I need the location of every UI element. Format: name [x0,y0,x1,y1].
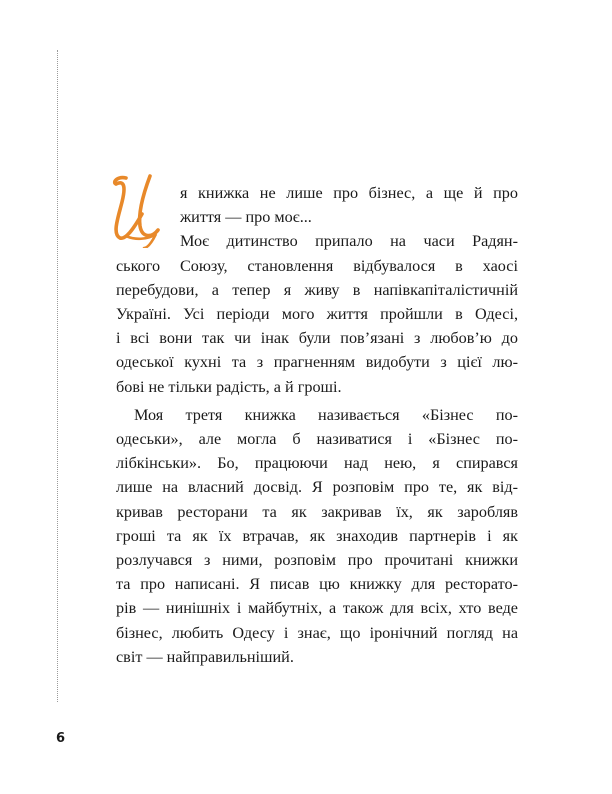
text-line: кривав ресторани та як закривав їх, як заробляв [116,502,518,521]
text-line: бізнес, любить Одесу і знає, що іронічний погляд на [116,623,518,642]
text-line: ського Союзу, становлення відбувалося в хаосі [116,256,518,275]
body-text [116,181,518,669]
text-line: життя — про моє... [180,208,312,227]
text-line: одеськи», але могла б називатися і «Бізнес по- [116,430,518,449]
text-line: гроші та як їх втрачав, як знаходив партнерів і як [116,526,518,545]
paragraph-2 [116,403,518,669]
text-line: та про написані. Я писав цю книжку для ресторато- [116,575,518,594]
text-line: бові не тільки радість, а й гроші. [116,377,342,396]
text-line: лише на власний досвід. Я розповім про те, як від- [116,478,518,497]
text-line: і всі вони так чи інак були пов’язані з любов’ю до [116,329,518,348]
text-line: Моє дитинство припало на часи Радян- [180,232,518,251]
text-line: перебудови, а тепер я живу в напівкапіталістичній [116,280,518,299]
text-line: рів — нинішніх і майбутніх, а також для всіх, хто веде [116,599,518,618]
paragraph-1 [116,181,518,399]
text-line: одеської кухні та з прагненням видобути з цієї лю- [116,353,518,372]
text-line: Україні. Усі періоди мого життя пройшли в Одесі, [116,305,518,324]
text-line: світ — найправильніший. [116,647,294,666]
text-line: лібкінськи». Бо, працюючи над нею, я спирався [116,454,518,473]
page-number: 6 [56,731,66,746]
text-line: Моя третя книжка називається «Бізнес по- [134,405,518,424]
text-line: розлучався з ними, розповім про прочитані книжки [116,551,518,570]
margin-dotted-rule [57,50,58,702]
text-line: я книжка не лише про бізнес, а ще й про [180,184,518,202]
